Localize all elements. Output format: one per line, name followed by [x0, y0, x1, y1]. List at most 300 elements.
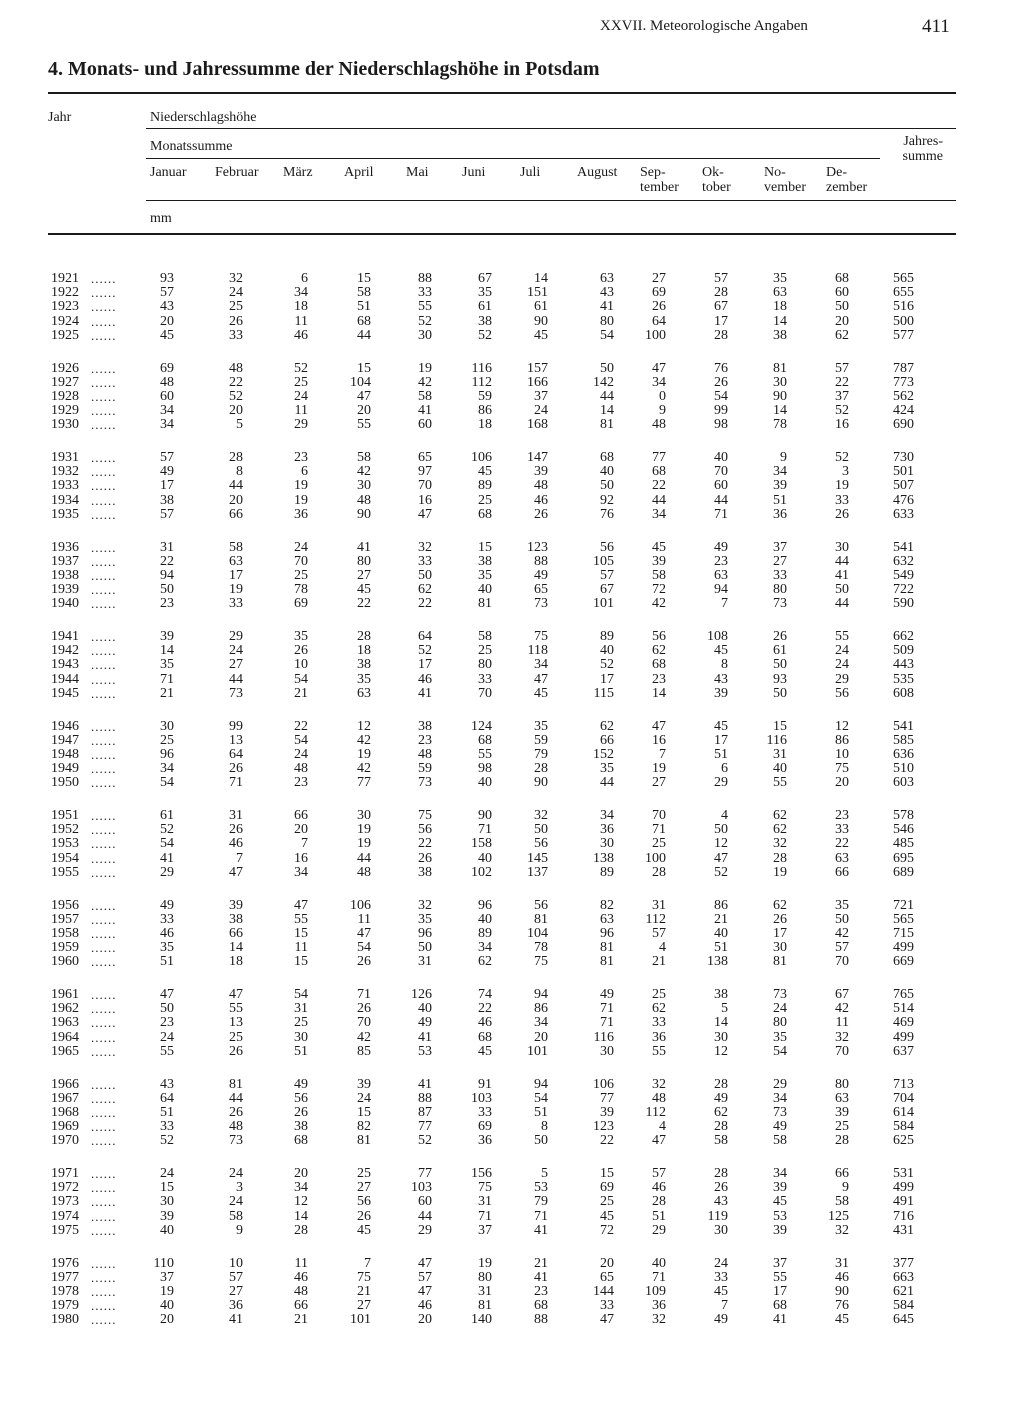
dot-leader: ......	[91, 567, 117, 583]
month-value-cell: 28	[714, 1119, 728, 1135]
month-value-cell: 73	[773, 1104, 787, 1120]
month-value-cell: 90	[478, 808, 492, 823]
month-value-cell: 29	[418, 1222, 432, 1238]
dot-leader: ......	[91, 1312, 117, 1328]
month-value-cell: 12	[714, 836, 728, 852]
header-year: Jahr	[48, 110, 72, 125]
month-value-cell: 58	[418, 388, 432, 404]
dot-leader: ......	[91, 1076, 117, 1092]
month-value-cell: 86	[714, 897, 728, 913]
month-value-cell: 29	[714, 775, 728, 791]
month-value-cell: 40	[600, 464, 614, 480]
dot-leader: ......	[91, 1166, 117, 1181]
month-value-cell: 81	[600, 940, 614, 956]
month-value-cell: 52	[160, 822, 174, 838]
month-value-cell: 26	[714, 1180, 728, 1196]
month-value-cell: 56	[418, 822, 432, 838]
month-value-cell: 11	[294, 403, 308, 419]
month-value-cell: 51	[357, 299, 371, 315]
month-value-cell: 56	[652, 629, 666, 644]
month-value-cell: 30	[357, 478, 371, 494]
month-value-cell: 36	[652, 1029, 666, 1045]
dot-leader: ......	[91, 1269, 117, 1285]
year-cell: 1957	[51, 911, 79, 927]
month-value-cell: 40	[418, 1001, 432, 1017]
month-value-cell: 47	[652, 360, 666, 376]
month-value-cell: 55	[160, 1043, 174, 1059]
month-value-cell: 71	[600, 1015, 614, 1031]
month-value-cell: 101	[527, 1043, 548, 1059]
month-value-cell: 25	[652, 836, 666, 852]
month-value-cell: 14	[652, 685, 666, 701]
month-value-cell: 123	[527, 539, 548, 555]
month-value-cell: 26	[294, 1104, 308, 1120]
month-value-cell: 80	[835, 1076, 849, 1092]
dot-leader: ......	[91, 327, 117, 343]
dot-leader: ......	[91, 1194, 117, 1210]
month-value-cell: 62	[714, 1104, 728, 1120]
month-value-cell: 32	[534, 808, 548, 823]
month-value-cell: 20	[835, 775, 849, 791]
month-value-cell: 166	[527, 374, 548, 390]
month-value-cell: 62	[652, 1001, 666, 1017]
month-value-cell: 77	[652, 450, 666, 465]
month-value-cell: 26	[357, 954, 371, 970]
month-value-cell: 10	[294, 657, 308, 673]
year-cell: 1934	[51, 492, 79, 508]
annual-sum-cell: 377	[893, 1255, 914, 1271]
month-value-cell: 38	[418, 864, 432, 880]
annual-sum-cell: 584	[893, 1119, 914, 1135]
month-value-cell: 18	[357, 643, 371, 659]
month-value-cell: 30	[714, 1029, 728, 1045]
month-value-cell: 67	[835, 987, 849, 1002]
month-value-cell: 28	[652, 1194, 666, 1210]
month-value-cell: 20	[357, 403, 371, 419]
month-value-cell: 36	[294, 506, 308, 522]
month-value-cell: 36	[600, 822, 614, 838]
month-value-cell: 41	[160, 850, 174, 866]
header-bottom-rule	[48, 233, 956, 235]
month-value-cell: 15	[357, 360, 371, 376]
month-value-cell: 31	[478, 1283, 492, 1299]
month-value-cell: 58	[357, 285, 371, 301]
month-value-cell: 24	[294, 539, 308, 555]
month-value-cell: 24	[534, 403, 548, 419]
month-value-cell: 62	[478, 954, 492, 970]
month-value-cell: 80	[773, 1015, 787, 1031]
annual-sum-cell: 662	[893, 629, 914, 644]
dot-leader: ......	[91, 299, 117, 315]
annual-sum-cell: 565	[893, 911, 914, 927]
month-value-cell: 70	[357, 1015, 371, 1031]
dot-leader: ......	[91, 1133, 117, 1149]
month-value-cell: 62	[418, 582, 432, 598]
month-value-cell: 14	[773, 313, 787, 329]
month-value-cell: 22	[835, 374, 849, 390]
month-value-cell: 30	[773, 940, 787, 956]
year-cell: 1929	[51, 403, 79, 419]
page-number: 411	[922, 16, 950, 37]
month-value-cell: 49	[534, 567, 548, 583]
month-value-cell: 61	[773, 643, 787, 659]
month-value-cell: 157	[527, 360, 548, 376]
month-value-cell: 9	[842, 1180, 849, 1196]
month-value-cell: 25	[478, 643, 492, 659]
annual-sum-cell: 501	[893, 464, 914, 480]
month-value-cell: 63	[229, 553, 243, 569]
dot-leader: ......	[91, 492, 117, 508]
month-value-cell: 39	[773, 478, 787, 494]
month-value-cell: 40	[160, 1298, 174, 1314]
dot-leader: ......	[91, 987, 117, 1002]
month-value-cell: 52	[418, 1133, 432, 1149]
annual-sum-cell: 632	[893, 553, 914, 569]
month-value-cell: 10	[835, 746, 849, 762]
month-value-cell: 70	[835, 1043, 849, 1059]
year-cell: 1968	[51, 1104, 79, 1120]
month-value-cell: 76	[714, 360, 728, 376]
month-value-cell: 10	[229, 1255, 243, 1271]
month-value-cell: 78	[773, 417, 787, 433]
month-value-cell: 81	[357, 1133, 371, 1149]
month-value-cell: 52	[294, 360, 308, 376]
month-value-cell: 108	[707, 629, 728, 644]
dot-leader: ......	[91, 643, 117, 659]
month-value-cell: 24	[160, 1166, 174, 1181]
month-value-cell: 15	[160, 1180, 174, 1196]
month-value-cell: 119	[707, 1208, 728, 1224]
month-value-cell: 19	[160, 1283, 174, 1299]
month-value-cell: 20	[229, 492, 243, 508]
month-value-cell: 75	[835, 761, 849, 777]
dot-leader: ......	[91, 285, 117, 301]
month-value-cell: 50	[835, 911, 849, 927]
dot-leader: ......	[91, 671, 117, 687]
month-value-cell: 66	[835, 1166, 849, 1181]
month-value-cell: 49	[714, 539, 728, 555]
month-value-cell: 24	[714, 1255, 728, 1271]
month-value-cell: 32	[773, 836, 787, 852]
month-value-cell: 63	[835, 850, 849, 866]
month-value-cell: 92	[600, 492, 614, 508]
annual-sum-cell: 443	[893, 657, 914, 673]
month-value-cell: 50	[160, 1001, 174, 1017]
month-value-cell: 52	[835, 450, 849, 465]
month-value-cell: 20	[418, 1312, 432, 1328]
annual-sum-cell: 608	[893, 685, 914, 701]
month-value-cell: 142	[593, 374, 614, 390]
month-value-cell: 35	[534, 718, 548, 734]
month-value-cell: 14	[600, 403, 614, 419]
month-value-cell: 30	[294, 1029, 308, 1045]
month-value-cell: 14	[229, 940, 243, 956]
month-value-cell: 25	[294, 567, 308, 583]
month-value-cell: 12	[357, 718, 371, 734]
month-value-cell: 25	[357, 1166, 371, 1181]
month-value-cell: 151	[527, 285, 548, 301]
table-title: 4. Monats- und Jahressumme der Niederschlagshöhe in Potsdam	[48, 58, 600, 80]
year-cell: 1926	[51, 360, 79, 376]
month-value-cell: 94	[534, 987, 548, 1002]
month-value-cell: 20	[160, 313, 174, 329]
month-value-cell: 23	[652, 671, 666, 687]
month-value-cell: 138	[707, 954, 728, 970]
month-value-cell: 11	[835, 1015, 849, 1031]
annual-sum-cell: 663	[893, 1269, 914, 1285]
month-value-cell: 19	[773, 864, 787, 880]
month-value-cell: 29	[773, 1076, 787, 1092]
month-value-cell: 40	[478, 911, 492, 927]
month-value-cell: 73	[773, 596, 787, 612]
month-value-cell: 48	[652, 417, 666, 433]
month-value-cell: 34	[773, 464, 787, 480]
month-value-cell: 47	[600, 1312, 614, 1328]
month-value-cell: 71	[160, 671, 174, 687]
month-value-cell: 40	[714, 450, 728, 465]
month-value-cell: 4	[721, 808, 728, 823]
month-value-cell: 94	[534, 1076, 548, 1092]
month-value-cell: 49	[418, 1015, 432, 1031]
month-value-cell: 15	[357, 1104, 371, 1120]
month-value-cell: 43	[714, 1194, 728, 1210]
month-value-cell: 54	[600, 327, 614, 343]
month-value-cell: 76	[835, 1298, 849, 1314]
month-value-cell: 22	[357, 596, 371, 612]
month-value-cell: 116	[471, 360, 492, 376]
dot-leader: ......	[91, 864, 117, 880]
month-value-cell: 19	[418, 360, 432, 376]
month-value-cell: 46	[478, 1015, 492, 1031]
month-value-cell: 47	[229, 864, 243, 880]
month-value-cell: 144	[593, 1283, 614, 1299]
month-value-cell: 24	[160, 1029, 174, 1045]
month-value-cell: 26	[714, 374, 728, 390]
month-value-cell: 16	[294, 850, 308, 866]
year-cell: 1938	[51, 567, 79, 583]
month-value-cell: 22	[652, 478, 666, 494]
month-value-cell: 51	[773, 492, 787, 508]
month-value-cell: 62	[835, 327, 849, 343]
month-value-cell: 66	[835, 864, 849, 880]
month-value-cell: 17	[714, 313, 728, 329]
month-value-cell: 75	[357, 1269, 371, 1285]
month-value-cell: 54	[714, 388, 728, 404]
month-value-cell: 55	[357, 417, 371, 433]
annual-sum-cell: 535	[893, 671, 914, 687]
month-value-cell: 63	[773, 285, 787, 301]
month-value-cell: 12	[714, 1043, 728, 1059]
month-value-cell: 26	[357, 1001, 371, 1017]
month-value-cell: 31	[652, 897, 666, 913]
month-value-cell: 40	[600, 643, 614, 659]
month-value-cell: 96	[418, 925, 432, 941]
month-value-cell: 55	[835, 629, 849, 644]
month-value-cell: 23	[714, 553, 728, 569]
month-value-cell: 33	[773, 567, 787, 583]
annual-sum-cell: 584	[893, 1298, 914, 1314]
month-value-cell: 70	[652, 808, 666, 823]
year-cell: 1944	[51, 671, 79, 687]
month-value-cell: 50	[773, 685, 787, 701]
month-value-cell: 16	[835, 417, 849, 433]
month-value-cell: 55	[773, 775, 787, 791]
annual-sum-cell: 549	[893, 567, 914, 583]
month-value-cell: 26	[773, 911, 787, 927]
month-value-cell: 100	[645, 850, 666, 866]
dot-leader: ......	[91, 506, 117, 522]
month-value-cell: 26	[534, 506, 548, 522]
header-month-8: August	[577, 165, 618, 180]
month-value-cell: 57	[600, 567, 614, 583]
month-value-cell: 28	[773, 850, 787, 866]
year-cell: 1925	[51, 327, 79, 343]
month-value-cell: 35	[160, 940, 174, 956]
month-value-cell: 35	[357, 671, 371, 687]
month-value-cell: 14	[773, 403, 787, 419]
month-value-cell: 54	[773, 1043, 787, 1059]
month-value-cell: 78	[294, 582, 308, 598]
month-value-cell: 106	[593, 1076, 614, 1092]
month-value-cell: 23	[160, 1015, 174, 1031]
year-cell: 1951	[51, 808, 79, 823]
month-value-cell: 23	[294, 775, 308, 791]
month-value-cell: 34	[160, 403, 174, 419]
month-value-cell: 24	[835, 657, 849, 673]
month-value-cell: 42	[835, 925, 849, 941]
month-value-cell: 57	[714, 271, 728, 286]
month-value-cell: 33	[418, 285, 432, 301]
month-value-cell: 5	[721, 1001, 728, 1017]
header-month-12: De- zember	[826, 165, 868, 195]
month-value-cell: 55	[294, 911, 308, 927]
month-value-cell: 112	[645, 1104, 666, 1120]
month-value-cell: 86	[534, 1001, 548, 1017]
month-value-cell: 30	[418, 327, 432, 343]
month-value-cell: 81	[229, 1076, 243, 1092]
year-cell: 1979	[51, 1298, 79, 1314]
month-value-cell: 31	[835, 1255, 849, 1271]
month-value-cell: 41	[773, 1312, 787, 1328]
annual-sum-cell: 655	[893, 285, 914, 301]
header-month-2: Februar	[215, 165, 259, 180]
month-value-cell: 73	[229, 685, 243, 701]
month-value-cell: 23	[835, 808, 849, 823]
month-value-cell: 14	[160, 643, 174, 659]
year-cell: 1923	[51, 299, 79, 315]
month-value-cell: 41	[418, 403, 432, 419]
annual-sum-cell: 614	[893, 1104, 914, 1120]
dot-leader: ......	[91, 808, 117, 823]
month-value-cell: 60	[418, 417, 432, 433]
month-value-cell: 63	[714, 567, 728, 583]
month-value-cell: 25	[835, 1119, 849, 1135]
month-value-cell: 80	[478, 1269, 492, 1285]
month-value-cell: 48	[418, 746, 432, 762]
year-cell: 1958	[51, 925, 79, 941]
dot-leader: ......	[91, 775, 117, 791]
year-cell: 1977	[51, 1269, 79, 1285]
month-value-cell: 31	[229, 808, 243, 823]
dot-leader: ......	[91, 582, 117, 598]
month-value-cell: 5	[541, 1166, 548, 1181]
month-value-cell: 0	[659, 388, 666, 404]
header-group: Niederschlagshöhe	[150, 110, 257, 125]
month-value-cell: 58	[357, 450, 371, 465]
month-value-cell: 69	[294, 596, 308, 612]
month-value-cell: 11	[294, 940, 308, 956]
month-value-cell: 6	[301, 271, 308, 286]
month-value-cell: 45	[478, 464, 492, 480]
dot-leader: ......	[91, 271, 117, 286]
month-value-cell: 54	[160, 836, 174, 852]
month-value-cell: 25	[600, 1194, 614, 1210]
month-value-cell: 33	[714, 1269, 728, 1285]
month-value-cell: 26	[835, 506, 849, 522]
year-cell: 1930	[51, 417, 79, 433]
month-value-cell: 52	[418, 643, 432, 659]
year-cell: 1963	[51, 1015, 79, 1031]
month-value-cell: 55	[478, 746, 492, 762]
month-value-cell: 112	[471, 374, 492, 390]
month-value-cell: 35	[478, 285, 492, 301]
month-value-cell: 74	[478, 987, 492, 1002]
month-value-cell: 43	[160, 299, 174, 315]
month-value-cell: 85	[357, 1043, 371, 1059]
month-value-cell: 30	[160, 718, 174, 734]
header-month-9: Sep- tember	[640, 165, 679, 195]
month-value-cell: 88	[418, 271, 432, 286]
month-value-cell: 66	[294, 808, 308, 823]
month-value-cell: 42	[357, 732, 371, 748]
month-value-cell: 32	[835, 1222, 849, 1238]
month-value-cell: 41	[357, 539, 371, 555]
top-rule	[48, 92, 956, 94]
month-value-cell: 20	[160, 1312, 174, 1328]
month-value-cell: 32	[652, 1312, 666, 1328]
month-value-cell: 71	[478, 822, 492, 838]
month-value-cell: 22	[294, 718, 308, 734]
month-value-cell: 73	[229, 1133, 243, 1149]
month-value-cell: 58	[229, 1208, 243, 1224]
month-value-cell: 40	[478, 582, 492, 598]
month-value-cell: 33	[160, 1119, 174, 1135]
annual-sum-cell: 485	[893, 836, 914, 852]
dot-leader: ......	[91, 1104, 117, 1120]
month-value-cell: 116	[766, 732, 787, 748]
month-value-cell: 37	[773, 539, 787, 555]
header-month-10: Ok- tober	[702, 165, 731, 195]
month-value-cell: 23	[294, 450, 308, 465]
month-value-cell: 71	[652, 1269, 666, 1285]
month-value-cell: 11	[357, 911, 371, 927]
year-cell: 1922	[51, 285, 79, 301]
month-value-cell: 22	[229, 374, 243, 390]
year-cell: 1935	[51, 506, 79, 522]
month-value-cell: 53	[418, 1043, 432, 1059]
dot-leader: ......	[91, 657, 117, 673]
month-value-cell: 66	[600, 732, 614, 748]
month-value-cell: 56	[534, 836, 548, 852]
month-value-cell: 88	[534, 1312, 548, 1328]
year-cell: 1937	[51, 553, 79, 569]
month-value-cell: 20	[835, 313, 849, 329]
dot-leader: ......	[91, 761, 117, 777]
month-value-cell: 30	[357, 808, 371, 823]
month-value-cell: 27	[357, 1298, 371, 1314]
month-value-cell: 15	[294, 954, 308, 970]
month-value-cell: 90	[534, 775, 548, 791]
